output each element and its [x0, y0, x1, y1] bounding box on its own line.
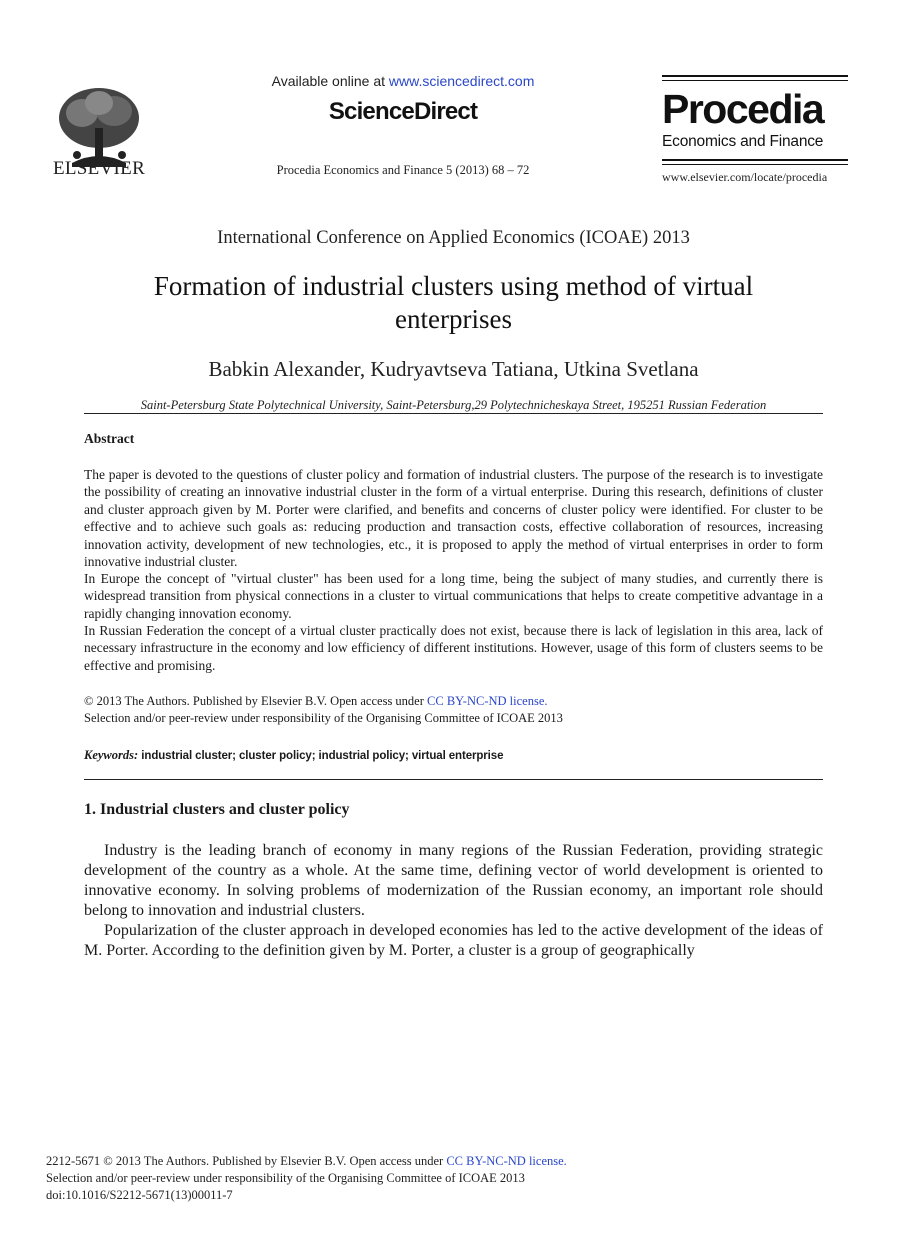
publisher-name: ELSEVIER — [52, 158, 146, 179]
conference-name: International Conference on Applied Economics (ICOAE) 2013 — [217, 228, 690, 248]
footer-doi[interactable]: doi:10.1016/S2212-5671(13)00011-7 — [46, 1188, 233, 1202]
abstract-heading: Abstract — [84, 431, 135, 446]
masthead-rule — [662, 80, 848, 81]
copyright-notice: © 2013 The Authors. Published by Elsevier B.V. Open access under CC BY-NC-ND license. — [84, 694, 548, 708]
procedia-masthead — [662, 75, 848, 185]
footer-copyright: 2212-5671 © 2013 The Authors. Published by Elsevier B.V. Open access under CC BY-NC-ND license. — [46, 1154, 567, 1168]
body-paragraph: Industry is the leading branch of economy in many regions of the Russian Federation, providing strategic development of the country as a whole. At the same time, defining vector of world development is oriented to innovative economy. In solving problems of modernization of the Russian economy, an important role should belong to innovation and industrial clusters. — [84, 842, 823, 919]
procedia-title: Procedia — [662, 86, 824, 132]
divider — [84, 413, 823, 414]
section-heading: 1. Industrial clusters and cluster policy — [84, 801, 350, 818]
journal-reference: Procedia Economics and Finance 5 (2013) 68 – 72 — [276, 163, 530, 177]
sciencedirect-brand: ScienceDirect — [328, 98, 478, 125]
procedia-subtitle: Economics and Finance — [662, 133, 824, 150]
available-online: Available online at www.sciencedirect.com — [271, 73, 535, 89]
procedia-url[interactable]: www.elsevier.com/locate/procedia — [662, 170, 828, 184]
divider — [84, 779, 823, 780]
masthead-rule — [662, 164, 848, 165]
masthead-rule — [662, 75, 848, 77]
authors: Babkin Alexander, Kudryavtseva Tatiana, Utkina Svetlana — [208, 357, 699, 381]
sciencedirect-link[interactable]: www.sciencedirect.com — [388, 73, 535, 89]
masthead-rule — [662, 159, 848, 161]
footer-license-link[interactable]: CC BY-NC-ND license. — [446, 1154, 567, 1168]
footer-review: Selection and/or peer-review under responsibility of the Organising Committee of ICOAE 2013 — [46, 1171, 525, 1185]
abstract-paragraph: In Russian Federation the concept of a virtual cluster practically does not exist, because there is lack of legislation in this area, lack of necessary infrastructure in the economy and low efficiency of different institutions. However, usage of this form of clusters seems to be effective and promising. — [84, 623, 823, 673]
keywords-label: Keywords: — [84, 748, 139, 762]
license-link[interactable]: CC BY-NC-ND license. — [427, 694, 548, 708]
body-paragraph: Popularization of the cluster approach in developed economies has led to the active development of the ideas of M. Porter. According to the definition given by M. Porter, a cluster is a group of geographically — [84, 922, 823, 959]
paper-title: Formation of industrial clusters using method of virtual enterprises — [153, 271, 754, 334]
peer-review-note: Selection and/or peer-review under responsibility of the Organising Committee of ICOAE 2013 — [84, 711, 563, 725]
keywords-values: industrial cluster; cluster policy; industrial policy; virtual enterprise — [141, 750, 504, 762]
abstract-paragraph: The paper is devoted to the questions of cluster policy and formation of industrial clusters. The purpose of the research is to investigate the possibility of creating an innovative industrial cluster in the form of a virtual enterprise. During this research, definitions of cluster and cluster approach given by M. Porter were clarified, and benefits and concerns of cluster policy were identified. For cluster to be effective and to achieve such goals as: reducing production and transaction costs, effective collaboration of resources, increasing innovation activity, development of new technologies, etc., it is proposed to apply the method of virtual enterprises in order to form innovative industrial cluster. — [84, 467, 823, 570]
abstract-paragraph: In Europe the concept of "virtual cluster" has been used for a long time, being the subject of many studies, and currently there is widespread transition from physical connections in a cluster to virtual communications that helps to create competitive advantage in a rapidly changing innovation economy. — [84, 571, 823, 621]
affiliation: Saint-Petersburg State Polytechnical University, Saint-Petersburg,29 Polytechnicheskaya Street, 195251 Russian Federation — [140, 398, 767, 412]
keywords — [84, 748, 823, 763]
